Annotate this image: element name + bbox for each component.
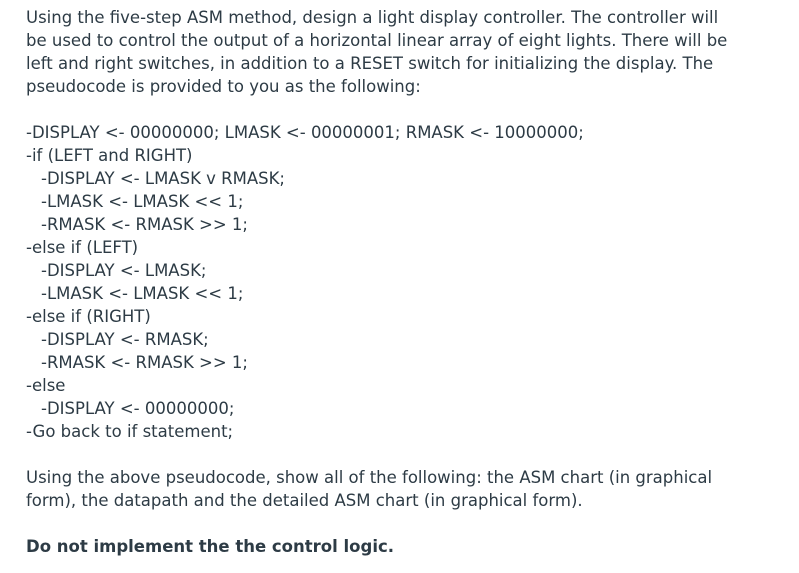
pseudocode-line: -else if (LEFT) xyxy=(26,238,139,257)
spacer xyxy=(26,98,786,121)
task-paragraph xyxy=(26,466,786,512)
pseudocode-line: -DISPLAY <- RMASK; xyxy=(41,330,209,349)
pseudocode-line: -DISPLAY <- 00000000; LMASK <- 00000001; RMASK <- 10000000; xyxy=(26,123,584,142)
intro-paragraph xyxy=(26,6,786,98)
pseudocode-line: -RMASK <- RMASK >> 1; xyxy=(41,353,248,372)
pseudocode-line: -if (LEFT and RIGHT) xyxy=(26,146,193,165)
intro-line: pseudocode is provided to you as the following: xyxy=(26,77,421,96)
pseudocode-line: -else if (RIGHT) xyxy=(26,307,151,326)
pseudocode-block xyxy=(26,121,786,443)
note-text: Do not implement the the control logic. xyxy=(26,537,395,556)
intro-line: Using the five-step ASM method, design a light display controller. The controller will xyxy=(26,8,719,27)
pseudocode-line: -DISPLAY <- LMASK v RMASK; xyxy=(41,169,285,188)
pseudocode-line: -else xyxy=(26,376,66,395)
pseudocode-line: -RMASK <- RMASK >> 1; xyxy=(41,215,248,234)
pseudocode-line: -DISPLAY <- 00000000; xyxy=(41,399,235,418)
spacer xyxy=(26,443,786,466)
pseudocode-line: -Go back to if statement; xyxy=(26,422,234,441)
task-line: form), the datapath and the detailed ASM chart (in graphical form). xyxy=(26,491,583,510)
pseudocode-line: -DISPLAY <- LMASK; xyxy=(41,261,207,280)
pseudocode-line: -LMASK <- LMASK << 1; xyxy=(41,192,244,211)
task-line: Using the above pseudocode, show all of the following: the ASM chart (in graphical xyxy=(26,468,713,487)
pseudocode-line: -LMASK <- LMASK << 1; xyxy=(41,284,244,303)
question-document xyxy=(26,6,786,558)
spacer xyxy=(26,512,786,535)
intro-line: be used to control the output of a horizontal linear array of eight lights. There will be xyxy=(26,31,728,50)
intro-line: left and right switches, in addition to a RESET switch for initializing the display. The xyxy=(26,54,714,73)
